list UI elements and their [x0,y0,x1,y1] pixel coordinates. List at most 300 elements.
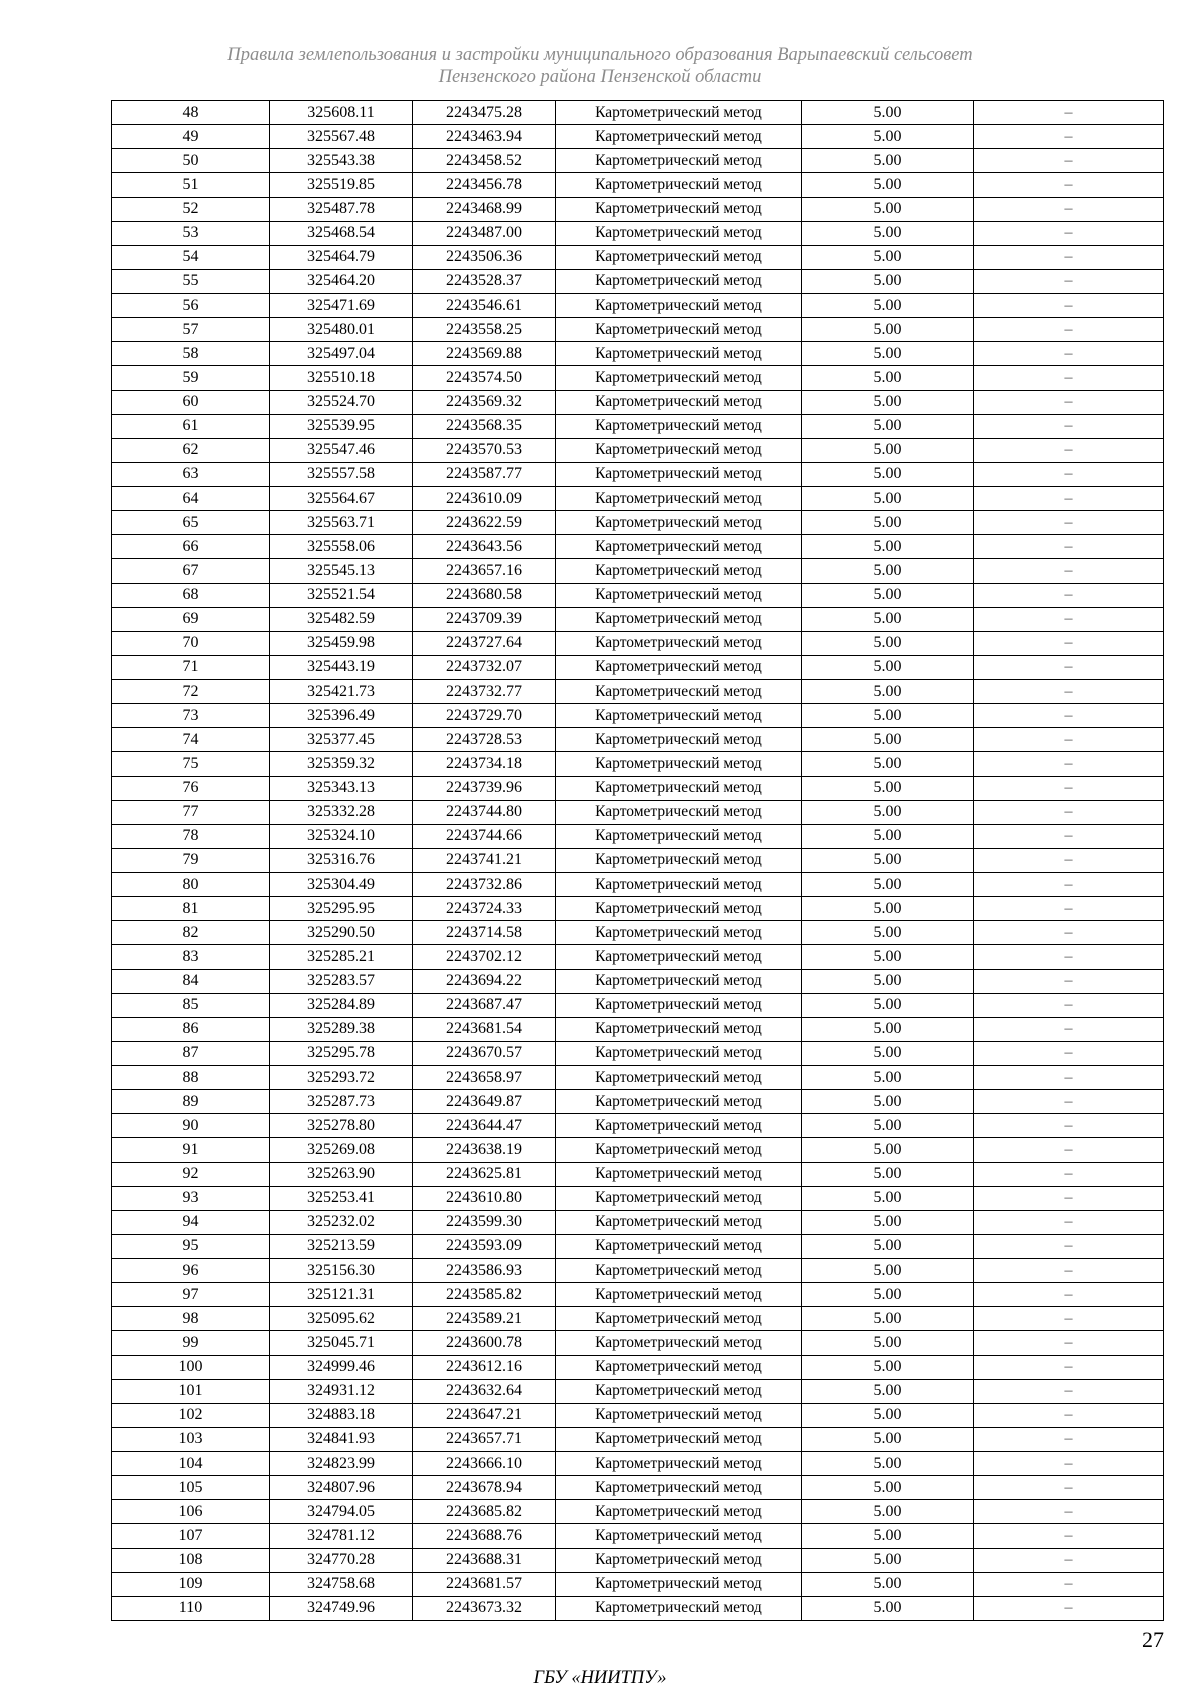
point-number-cell: 86 [112,1017,270,1041]
method-cell: Картометрический метод [556,752,802,776]
note-cell: – [974,752,1164,776]
point-number-cell: 107 [112,1524,270,1548]
table-row [112,1186,1164,1210]
note-cell: – [974,197,1164,221]
accuracy-cell: 5.00 [802,1210,974,1234]
table-row [112,1476,1164,1500]
note-cell: – [974,1283,1164,1307]
table-row [112,655,1164,679]
x-coordinate-cell: 325480.01 [270,318,413,342]
note-cell: – [974,269,1164,293]
table-row [112,173,1164,197]
note-cell: – [974,800,1164,824]
y-coordinate-cell: 2243744.66 [413,824,556,848]
note-cell: – [974,873,1164,897]
y-coordinate-cell: 2243585.82 [413,1283,556,1307]
accuracy-cell: 5.00 [802,631,974,655]
table-row [112,101,1164,125]
table-row [112,1427,1164,1451]
y-coordinate-cell: 2243587.77 [413,462,556,486]
table-row [112,583,1164,607]
point-number-cell: 83 [112,945,270,969]
x-coordinate-cell: 324841.93 [270,1427,413,1451]
x-coordinate-cell: 324781.12 [270,1524,413,1548]
note-cell: – [974,294,1164,318]
x-coordinate-cell: 325608.11 [270,101,413,125]
y-coordinate-cell: 2243649.87 [413,1090,556,1114]
point-number-cell: 88 [112,1066,270,1090]
note-cell: – [974,414,1164,438]
point-number-cell: 75 [112,752,270,776]
x-coordinate-cell: 325232.02 [270,1210,413,1234]
note-cell: – [974,1331,1164,1355]
x-coordinate-cell: 325095.62 [270,1307,413,1331]
note-cell: – [974,1041,1164,1065]
y-coordinate-cell: 2243729.70 [413,704,556,728]
accuracy-cell: 5.00 [802,848,974,872]
table-row [112,1017,1164,1041]
note-cell: – [974,1066,1164,1090]
method-cell: Картометрический метод [556,776,802,800]
method-cell: Картометрический метод [556,1331,802,1355]
note-cell: – [974,390,1164,414]
x-coordinate-cell: 325293.72 [270,1066,413,1090]
table-row [112,800,1164,824]
method-cell: Картометрический метод [556,511,802,535]
point-number-cell: 84 [112,969,270,993]
method-cell: Картометрический метод [556,125,802,149]
y-coordinate-cell: 2243728.53 [413,728,556,752]
y-coordinate-cell: 2243458.52 [413,149,556,173]
method-cell: Картометрический метод [556,487,802,511]
point-number-cell: 62 [112,438,270,462]
accuracy-cell: 5.00 [802,1548,974,1572]
accuracy-cell: 5.00 [802,800,974,824]
accuracy-cell: 5.00 [802,1307,974,1331]
x-coordinate-cell: 325468.54 [270,221,413,245]
note-cell: – [974,366,1164,390]
coordinates-table-body [112,101,1164,1621]
method-cell: Картометрический метод [556,366,802,390]
method-cell: Картометрический метод [556,1090,802,1114]
x-coordinate-cell: 325332.28 [270,800,413,824]
method-cell: Картометрический метод [556,1500,802,1524]
y-coordinate-cell: 2243600.78 [413,1331,556,1355]
method-cell: Картометрический метод [556,583,802,607]
note-cell: – [974,680,1164,704]
table-row [112,487,1164,511]
table-row [112,728,1164,752]
method-cell: Картометрический метод [556,728,802,752]
x-coordinate-cell: 324999.46 [270,1355,413,1379]
accuracy-cell: 5.00 [802,1403,974,1427]
point-number-cell: 69 [112,607,270,631]
y-coordinate-cell: 2243643.56 [413,535,556,559]
note-cell: – [974,438,1164,462]
table-row [112,511,1164,535]
x-coordinate-cell: 324883.18 [270,1403,413,1427]
note-cell: – [974,1307,1164,1331]
x-coordinate-cell: 325563.71 [270,511,413,535]
point-number-cell: 79 [112,848,270,872]
point-number-cell: 76 [112,776,270,800]
method-cell: Картометрический метод [556,294,802,318]
method-cell: Картометрический метод [556,390,802,414]
accuracy-cell: 5.00 [802,1283,974,1307]
method-cell: Картометрический метод [556,848,802,872]
x-coordinate-cell: 325287.73 [270,1090,413,1114]
x-coordinate-cell: 325377.45 [270,728,413,752]
y-coordinate-cell: 2243681.54 [413,1017,556,1041]
x-coordinate-cell: 325547.46 [270,438,413,462]
point-number-cell: 56 [112,294,270,318]
point-number-cell: 93 [112,1186,270,1210]
accuracy-cell: 5.00 [802,1162,974,1186]
point-number-cell: 77 [112,800,270,824]
method-cell: Картометрический метод [556,1572,802,1596]
y-coordinate-cell: 2243732.07 [413,655,556,679]
note-cell: – [974,559,1164,583]
x-coordinate-cell: 324770.28 [270,1548,413,1572]
x-coordinate-cell: 324758.68 [270,1572,413,1596]
x-coordinate-cell: 325359.32 [270,752,413,776]
note-cell: – [974,1403,1164,1427]
note-cell: – [974,1596,1164,1620]
method-cell: Картометрический метод [556,462,802,486]
x-coordinate-cell: 325545.13 [270,559,413,583]
header-line-1: Правила землепользования и застройки муниципального образования Варыпаевский сельсовет [227,45,973,65]
point-number-cell: 104 [112,1452,270,1476]
table-row [112,1259,1164,1283]
method-cell: Картометрический метод [556,1283,802,1307]
point-number-cell: 60 [112,390,270,414]
point-number-cell: 67 [112,559,270,583]
x-coordinate-cell: 325464.79 [270,245,413,269]
table-row [112,535,1164,559]
note-cell: – [974,1572,1164,1596]
accuracy-cell: 5.00 [802,511,974,535]
point-number-cell: 94 [112,1210,270,1234]
y-coordinate-cell: 2243475.28 [413,101,556,125]
note-cell: – [974,969,1164,993]
table-row [112,1355,1164,1379]
x-coordinate-cell: 325396.49 [270,704,413,728]
table-row [112,921,1164,945]
y-coordinate-cell: 2243463.94 [413,125,556,149]
table-row [112,873,1164,897]
note-cell: – [974,1259,1164,1283]
method-cell: Картометрический метод [556,1548,802,1572]
table-row [112,342,1164,366]
table-row [112,1596,1164,1620]
point-number-cell: 82 [112,921,270,945]
point-number-cell: 51 [112,173,270,197]
x-coordinate-cell: 325539.95 [270,414,413,438]
point-number-cell: 92 [112,1162,270,1186]
point-number-cell: 102 [112,1403,270,1427]
table-row [112,824,1164,848]
accuracy-cell: 5.00 [802,921,974,945]
y-coordinate-cell: 2243506.36 [413,245,556,269]
x-coordinate-cell: 325564.67 [270,487,413,511]
point-number-cell: 109 [112,1572,270,1596]
table-row [112,390,1164,414]
table-row [112,1283,1164,1307]
x-coordinate-cell: 325304.49 [270,873,413,897]
method-cell: Картометрический метод [556,607,802,631]
x-coordinate-cell: 325290.50 [270,921,413,945]
accuracy-cell: 5.00 [802,1427,974,1451]
method-cell: Картометрический метод [556,1138,802,1162]
y-coordinate-cell: 2243569.32 [413,390,556,414]
method-cell: Картометрический метод [556,414,802,438]
point-number-cell: 95 [112,1234,270,1258]
y-coordinate-cell: 2243739.96 [413,776,556,800]
y-coordinate-cell: 2243744.80 [413,800,556,824]
note-cell: – [974,318,1164,342]
point-number-cell: 59 [112,366,270,390]
x-coordinate-cell: 325283.57 [270,969,413,993]
x-coordinate-cell: 325459.98 [270,631,413,655]
accuracy-cell: 5.00 [802,197,974,221]
accuracy-cell: 5.00 [802,655,974,679]
y-coordinate-cell: 2243657.16 [413,559,556,583]
coordinates-table [111,100,1164,1621]
table-row [112,631,1164,655]
footer-organization: ГБУ «НИИТПУ» [533,1668,667,1688]
y-coordinate-cell: 2243680.58 [413,583,556,607]
accuracy-cell: 5.00 [802,221,974,245]
point-number-cell: 65 [112,511,270,535]
x-coordinate-cell: 325343.13 [270,776,413,800]
note-cell: – [974,173,1164,197]
x-coordinate-cell: 325521.54 [270,583,413,607]
method-cell: Картометрический метод [556,1524,802,1548]
note-cell: – [974,1355,1164,1379]
y-coordinate-cell: 2243574.50 [413,366,556,390]
table-row [112,776,1164,800]
accuracy-cell: 5.00 [802,390,974,414]
table-row [112,414,1164,438]
point-number-cell: 50 [112,149,270,173]
table-row [112,848,1164,872]
accuracy-cell: 5.00 [802,1041,974,1065]
y-coordinate-cell: 2243727.64 [413,631,556,655]
y-coordinate-cell: 2243666.10 [413,1452,556,1476]
accuracy-cell: 5.00 [802,728,974,752]
x-coordinate-cell: 324807.96 [270,1476,413,1500]
note-cell: – [974,631,1164,655]
accuracy-cell: 5.00 [802,462,974,486]
header-line-2: Пензенского района Пензенской области [438,67,762,87]
x-coordinate-cell: 324931.12 [270,1379,413,1403]
method-cell: Картометрический метод [556,1452,802,1476]
y-coordinate-cell: 2243734.18 [413,752,556,776]
accuracy-cell: 5.00 [802,1379,974,1403]
accuracy-cell: 5.00 [802,1476,974,1500]
table-row [112,318,1164,342]
y-coordinate-cell: 2243647.21 [413,1403,556,1427]
x-coordinate-cell: 325482.59 [270,607,413,631]
x-coordinate-cell: 325567.48 [270,125,413,149]
point-number-cell: 78 [112,824,270,848]
note-cell: – [974,1162,1164,1186]
y-coordinate-cell: 2243558.25 [413,318,556,342]
note-cell: – [974,1452,1164,1476]
page-number: 27 [1142,1627,1164,1652]
accuracy-cell: 5.00 [802,559,974,583]
y-coordinate-cell: 2243568.35 [413,414,556,438]
y-coordinate-cell: 2243741.21 [413,848,556,872]
accuracy-cell: 5.00 [802,318,974,342]
x-coordinate-cell: 325324.10 [270,824,413,848]
table-row [112,438,1164,462]
accuracy-cell: 5.00 [802,824,974,848]
accuracy-cell: 5.00 [802,969,974,993]
y-coordinate-cell: 2243610.09 [413,487,556,511]
y-coordinate-cell: 2243569.88 [413,342,556,366]
accuracy-cell: 5.00 [802,680,974,704]
y-coordinate-cell: 2243570.53 [413,438,556,462]
method-cell: Картометрический метод [556,1041,802,1065]
x-coordinate-cell: 325295.78 [270,1041,413,1065]
y-coordinate-cell: 2243657.71 [413,1427,556,1451]
note-cell: – [974,1138,1164,1162]
method-cell: Картометрический метод [556,824,802,848]
method-cell: Картометрический метод [556,535,802,559]
y-coordinate-cell: 2243644.47 [413,1114,556,1138]
note-cell: – [974,921,1164,945]
accuracy-cell: 5.00 [802,897,974,921]
table-row [112,945,1164,969]
table-row [112,462,1164,486]
x-coordinate-cell: 325558.06 [270,535,413,559]
table-row [112,969,1164,993]
accuracy-cell: 5.00 [802,535,974,559]
y-coordinate-cell: 2243586.93 [413,1259,556,1283]
x-coordinate-cell: 325289.38 [270,1017,413,1041]
note-cell: – [974,1234,1164,1258]
y-coordinate-cell: 2243688.31 [413,1548,556,1572]
x-coordinate-cell: 325278.80 [270,1114,413,1138]
method-cell: Картометрический метод [556,318,802,342]
point-number-cell: 49 [112,125,270,149]
y-coordinate-cell: 2243589.21 [413,1307,556,1331]
note-cell: – [974,1379,1164,1403]
note-cell: – [974,607,1164,631]
table-row [112,897,1164,921]
table-row [112,752,1164,776]
x-coordinate-cell: 325263.90 [270,1162,413,1186]
point-number-cell: 64 [112,487,270,511]
table-row [112,1162,1164,1186]
note-cell: – [974,993,1164,1017]
y-coordinate-cell: 2243487.00 [413,221,556,245]
method-cell: Картометрический метод [556,1427,802,1451]
running-header [0,44,1200,88]
note-cell: – [974,1548,1164,1572]
method-cell: Картометрический метод [556,655,802,679]
table-row [112,607,1164,631]
accuracy-cell: 5.00 [802,1017,974,1041]
x-coordinate-cell: 325045.71 [270,1331,413,1355]
table-row [112,993,1164,1017]
x-coordinate-cell: 325213.59 [270,1234,413,1258]
y-coordinate-cell: 2243593.09 [413,1234,556,1258]
note-cell: – [974,221,1164,245]
y-coordinate-cell: 2243612.16 [413,1355,556,1379]
method-cell: Картометрический метод [556,1476,802,1500]
accuracy-cell: 5.00 [802,1186,974,1210]
table-row [112,704,1164,728]
method-cell: Картометрический метод [556,680,802,704]
x-coordinate-cell: 325156.30 [270,1259,413,1283]
method-cell: Картометрический метод [556,245,802,269]
method-cell: Картометрический метод [556,101,802,125]
point-number-cell: 58 [112,342,270,366]
note-cell: – [974,1210,1164,1234]
method-cell: Картометрический метод [556,173,802,197]
y-coordinate-cell: 2243685.82 [413,1500,556,1524]
point-number-cell: 90 [112,1114,270,1138]
method-cell: Картометрический метод [556,1210,802,1234]
note-cell: – [974,704,1164,728]
y-coordinate-cell: 2243673.32 [413,1596,556,1620]
x-coordinate-cell: 325519.85 [270,173,413,197]
x-coordinate-cell: 325524.70 [270,390,413,414]
method-cell: Картометрический метод [556,559,802,583]
x-coordinate-cell: 325121.31 [270,1283,413,1307]
x-coordinate-cell: 325443.19 [270,655,413,679]
note-cell: – [974,1114,1164,1138]
point-number-cell: 96 [112,1259,270,1283]
point-number-cell: 68 [112,583,270,607]
table-row [112,1234,1164,1258]
point-number-cell: 101 [112,1379,270,1403]
y-coordinate-cell: 2243468.99 [413,197,556,221]
table-row [112,1379,1164,1403]
accuracy-cell: 5.00 [802,583,974,607]
note-cell: – [974,897,1164,921]
note-cell: – [974,245,1164,269]
method-cell: Картометрический метод [556,221,802,245]
point-number-cell: 108 [112,1548,270,1572]
point-number-cell: 53 [112,221,270,245]
point-number-cell: 71 [112,655,270,679]
accuracy-cell: 5.00 [802,1331,974,1355]
point-number-cell: 48 [112,101,270,125]
point-number-cell: 91 [112,1138,270,1162]
note-cell: – [974,511,1164,535]
point-number-cell: 110 [112,1596,270,1620]
note-cell: – [974,1500,1164,1524]
note-cell: – [974,1017,1164,1041]
method-cell: Картометрический метод [556,1017,802,1041]
table-row [112,1331,1164,1355]
note-cell: – [974,776,1164,800]
y-coordinate-cell: 2243724.33 [413,897,556,921]
y-coordinate-cell: 2243599.30 [413,1210,556,1234]
method-cell: Картометрический метод [556,1162,802,1186]
table-row [112,221,1164,245]
method-cell: Картометрический метод [556,1186,802,1210]
table-row [112,1452,1164,1476]
method-cell: Картометрический метод [556,438,802,462]
method-cell: Картометрический метод [556,969,802,993]
table-row [112,197,1164,221]
accuracy-cell: 5.00 [802,1596,974,1620]
accuracy-cell: 5.00 [802,1259,974,1283]
